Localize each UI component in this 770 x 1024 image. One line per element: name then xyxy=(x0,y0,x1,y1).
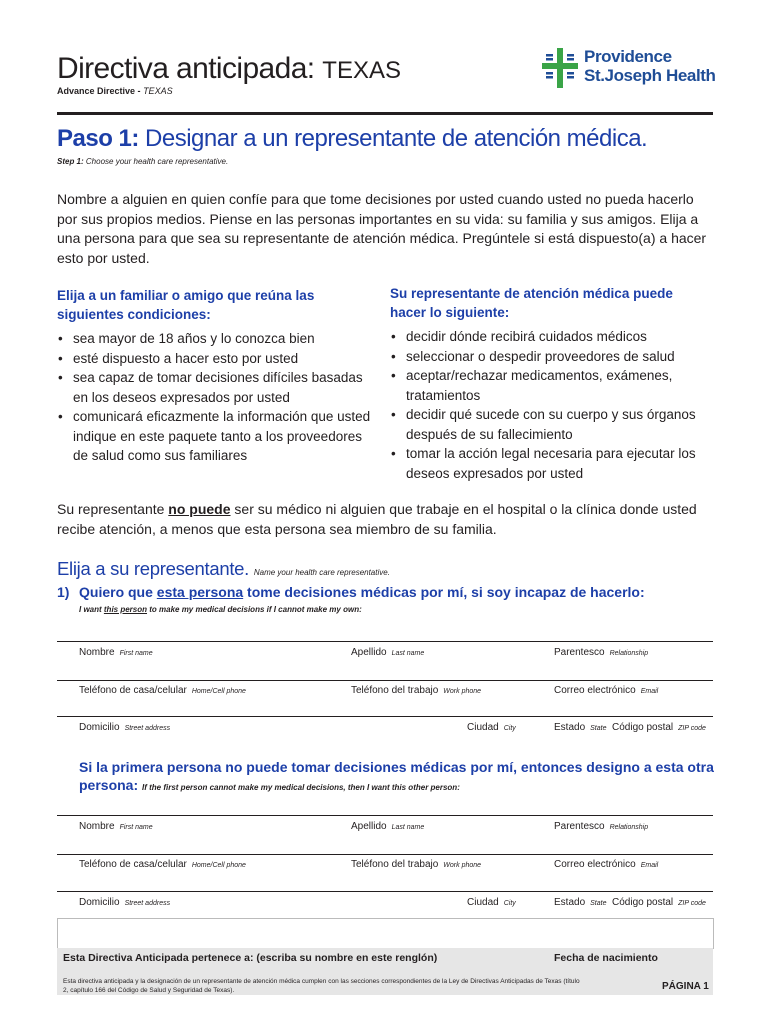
step-label: Paso 1: xyxy=(57,125,139,152)
step-en-label: Step 1: xyxy=(57,157,84,166)
email-field[interactable] xyxy=(554,859,658,870)
email-label: Correo electrónico xyxy=(554,685,636,696)
address-en: Street address xyxy=(124,900,171,907)
form-line xyxy=(57,854,713,855)
question-2-text: Si la primera persona no puede tomar decisiones médicas por mí, entonces designo a esta otra persona: xyxy=(79,759,714,793)
question-2-en: If the first person cannot make my medical decisions, then I want this other person: xyxy=(142,783,460,792)
form-line xyxy=(57,891,713,892)
home-phone-label: Teléfono de casa/celular xyxy=(79,685,187,696)
relationship-label: Parentesco xyxy=(554,647,605,658)
email-en: Email xyxy=(640,688,659,695)
question-1-en-pre: I want xyxy=(79,605,104,614)
state-en: State xyxy=(590,725,607,732)
providence-logo xyxy=(542,47,717,87)
last-name-en: Last name xyxy=(391,650,425,657)
last-name-en: Last name xyxy=(391,824,425,831)
question-1-pre: Quiero que xyxy=(79,584,157,600)
work-phone-en: Work phone xyxy=(443,862,482,869)
subtitle-state: TEXAS xyxy=(143,86,173,96)
address-label: Domicilio xyxy=(79,897,120,908)
first-name-field[interactable] xyxy=(79,821,153,832)
last-name-field[interactable] xyxy=(351,821,424,832)
city-en: City xyxy=(503,900,516,907)
first-name-en: First name xyxy=(119,650,153,657)
relationship-field[interactable] xyxy=(554,821,648,832)
city-label: Ciudad xyxy=(467,722,499,733)
powers-list xyxy=(390,327,720,483)
home-phone-en: Home/Cell phone xyxy=(191,688,246,695)
home-phone-field[interactable] xyxy=(79,685,246,696)
list-item: • decidir dónde recibirá cuidados médicos xyxy=(390,327,720,347)
list-item: • decidir qué sucede con su cuerpo y sus órganos después de su fallecimiento xyxy=(390,405,720,444)
zip-field[interactable] xyxy=(612,722,706,733)
document-title-state: TEXAS xyxy=(322,57,401,84)
powers-heading: Su representante de atención médica puede hacer lo siguiente: xyxy=(390,286,673,320)
question-1-en-underlined: this person xyxy=(103,605,148,614)
question-1-en xyxy=(79,605,362,614)
cross-logo-icon xyxy=(542,48,578,88)
eligibility-list xyxy=(57,329,372,466)
zip-en: ZIP code xyxy=(678,900,706,907)
question-1-post: tome decisiones médicas por mí, si soy incapaz de hacerlo: xyxy=(243,584,645,600)
list-item: • sea capaz de tomar decisiones difíciles basadas en los deseos expresados por usted xyxy=(57,368,372,407)
list-item: • comunicará eficazmente la información que usted indique en este paquete tanto a los proveedores de salud como sus familiares xyxy=(57,407,372,466)
restriction-post: ser su médico ni alguien que trabaje en el hospital o la clínica donde usted recibe atención, a menos que esta persona sea miembro de su familia. xyxy=(57,501,697,537)
home-phone-en: Home/Cell phone xyxy=(191,862,246,869)
date-of-birth-label: Fecha de nacimiento xyxy=(554,952,658,964)
email-en: Email xyxy=(640,862,659,869)
list-item: • sea mayor de 18 años y lo conozca bien xyxy=(57,329,372,349)
eligibility-heading: Elija a un familiar o amigo que reúna las siguientes condiciones: xyxy=(57,288,315,322)
home-phone-label: Teléfono de casa/celular xyxy=(79,859,187,870)
zip-label: Código postal xyxy=(612,897,674,908)
address-label: Domicilio xyxy=(79,722,120,733)
relationship-en: Relationship xyxy=(609,824,649,831)
document-title xyxy=(57,52,401,86)
work-phone-field[interactable] xyxy=(351,685,481,696)
zip-en: ZIP code xyxy=(678,725,706,732)
city-field[interactable] xyxy=(467,897,516,908)
legal-notice: Esta directiva anticipada y la designación de un representante de atención médica cumplen con las secciones correspondientes de la Ley de Directivas Anticipadas de Texas (título 2, capítulo 166 del Código de Salud y Seguridad de Texas). xyxy=(63,978,580,994)
state-en: State xyxy=(590,900,607,907)
question-1 xyxy=(57,584,645,600)
relationship-en: Relationship xyxy=(609,650,649,657)
logo-text-providence: Providence xyxy=(584,47,672,66)
first-name-label: Nombre xyxy=(79,647,115,658)
owner-name-label: Esta Directiva Anticipada pertenece a: (escriba su nombre en este renglón) xyxy=(63,952,438,964)
step-title xyxy=(57,125,647,153)
step-title-text: Designar a un representante de atención médica. xyxy=(145,125,648,152)
address-field[interactable] xyxy=(79,897,170,908)
list-item: • seleccionar o despedir proveedores de salud xyxy=(390,347,720,367)
question-2 xyxy=(79,758,719,797)
state-field[interactable] xyxy=(554,722,607,733)
document-title-main: Directiva anticipada: xyxy=(57,52,315,85)
last-name-field[interactable] xyxy=(351,647,424,658)
restriction-paragraph xyxy=(57,500,717,539)
city-en: City xyxy=(503,725,516,732)
form-line xyxy=(57,680,713,681)
zip-label: Código postal xyxy=(612,722,674,733)
list-item: • esté dispuesto a hacer esto por usted xyxy=(57,349,372,369)
logo-text-stjoseph: St.Joseph Health xyxy=(584,66,716,85)
restriction-pre: Su representante xyxy=(57,501,169,517)
zip-field[interactable] xyxy=(612,897,706,908)
choose-heading xyxy=(57,558,390,580)
first-name-field[interactable] xyxy=(79,647,153,658)
subtitle-bold: Advance Directive - xyxy=(57,86,141,96)
form-line xyxy=(57,641,713,642)
last-name-label: Apellido xyxy=(351,647,387,658)
state-field[interactable] xyxy=(554,897,607,908)
state-label: Estado xyxy=(554,722,586,733)
relationship-label: Parentesco xyxy=(554,821,605,832)
city-field[interactable] xyxy=(467,722,516,733)
last-name-label: Apellido xyxy=(351,821,387,832)
step-en-text: Choose your health care representative. xyxy=(85,157,229,166)
city-label: Ciudad xyxy=(467,897,499,908)
list-item: • tomar la acción legal necesaria para ejecutar los deseos expresados por usted xyxy=(390,444,720,483)
address-en: Street address xyxy=(124,725,171,732)
work-phone-label: Teléfono del trabajo xyxy=(351,859,439,870)
question-1-en-post: to make my medical decisions if I cannot make my own: xyxy=(147,605,362,614)
question-1-number: 1) xyxy=(57,584,70,600)
form-line xyxy=(57,815,713,816)
question-1-underlined: esta persona xyxy=(156,584,244,600)
step-subtitle-en xyxy=(57,157,228,166)
email-field[interactable] xyxy=(554,685,658,696)
list-item: • aceptar/rechazar medicamentos, exámenes, tratamientos xyxy=(390,366,720,405)
work-phone-label: Teléfono del trabajo xyxy=(351,685,439,696)
home-phone-field[interactable] xyxy=(79,859,246,870)
first-name-label: Nombre xyxy=(79,821,115,832)
first-name-en: First name xyxy=(119,824,153,831)
work-phone-field[interactable] xyxy=(351,859,481,870)
form-line xyxy=(57,716,713,717)
restriction-emphasis: no puede xyxy=(168,501,231,517)
address-field[interactable] xyxy=(79,722,170,733)
choose-en: Name your health care representative. xyxy=(253,568,390,577)
email-label: Correo electrónico xyxy=(554,859,636,870)
page-number: PÁGINA 1 xyxy=(662,981,709,992)
work-phone-en: Work phone xyxy=(443,688,482,695)
owner-name-field[interactable] xyxy=(57,918,714,949)
state-label: Estado xyxy=(554,897,586,908)
intro-paragraph: Nombre a alguien en quien confíe para que tome decisiones por usted cuando usted no pueda hacerlo por sus propios medios. Piense en las personas importantes en su vida: su familia y sus amigos. Elija a una persona para que sea su representante de atención médica. Pregúntele si está dispuesto(a) a hacer esto por usted. xyxy=(57,191,707,266)
document-subtitle xyxy=(57,86,173,96)
choose-title: Elija a su representante. xyxy=(57,558,250,579)
relationship-field[interactable] xyxy=(554,647,648,658)
header-rule xyxy=(57,112,713,115)
